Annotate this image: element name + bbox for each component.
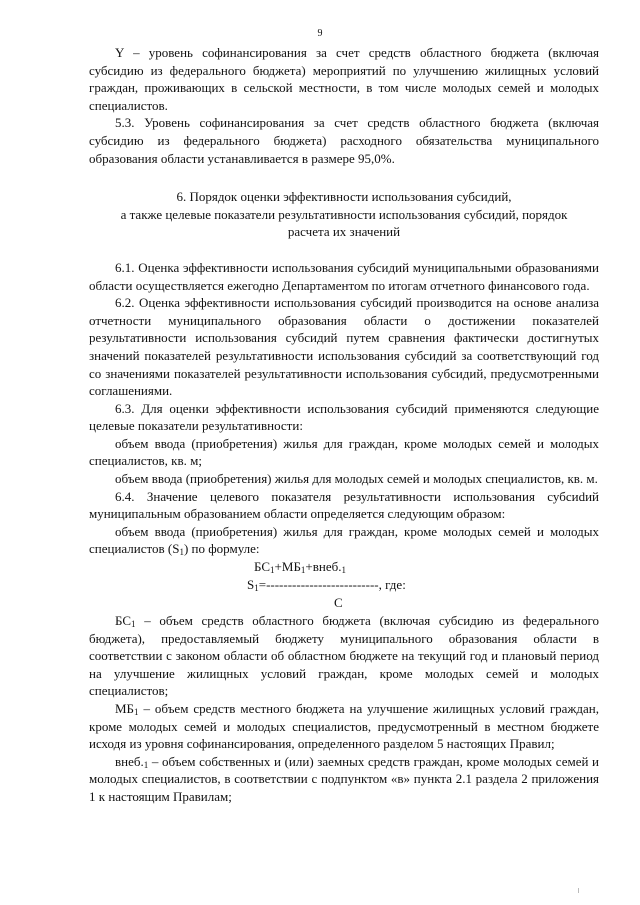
document-body <box>89 44 599 806</box>
paragraph-y-definition: Y – уровень софинансирования за счет средств областного бюджета (включая субсидию из федерального бюджета) мероприятий по улучшению жилищных условий граждан, проживающих в сельской местности, в том числе молодых семей и молодых специалистов. <box>89 45 599 113</box>
formula-fraction-line <box>247 576 406 594</box>
formula-intro-sub: 1 <box>179 547 184 558</box>
formula-numerator <box>254 558 346 576</box>
formula-rhs: =--------------------------, где: <box>258 577 406 593</box>
scan-mark <box>578 888 579 893</box>
definition-text: – объем собственных и (или) заемных средств граждан, кроме молодых семей и молодых специалистов, в соответствии с подпунктом «в» пункта 2.1 раздела 2 приложения 1 к настоящим Правилам; <box>89 753 599 804</box>
paragraph-6-2: 6.2. Оценка эффективности использования субсидий производится на основе анализа отчетности муниципального образования области о достижении показателей результативности использования субсидий путем сравнения фактически достигнутых значений показателей результативности использования субсидий за соответствующий год со значениями показателей результативности использования субсидий, предусмотренными соглашениями. <box>89 295 599 399</box>
definition-symbol-sub: 1 <box>143 759 149 770</box>
definition-symbol: БС <box>115 613 132 629</box>
definition-bs1 <box>89 612 599 700</box>
paragraph-6-3: 6.3. Для оценки эффективности использования субсидий применяются следующие целевые показатели результативности: <box>89 400 599 434</box>
definition-symbol: МБ <box>115 701 135 716</box>
definition-symbol-sub: 1 <box>134 707 139 717</box>
formula-mb-sub: 1 <box>300 565 306 576</box>
formula-bs: БС <box>254 559 271 575</box>
definition-text: – объем средств местного бюджета на улучшение жилищных условий граждан, кроме молодых семей и молодых специалистов, предусмотренный в местном бюджете исходя из уровня софинансирования, определенного разделом 5 настоящих Правил; <box>89 701 599 752</box>
formula-vneb-sub: 1 <box>341 565 346 576</box>
formula-s1 <box>89 558 599 612</box>
section-title-line-2: а также целевые показатели результативности использования субсидий, порядок <box>120 206 568 222</box>
section-6-title <box>89 188 599 241</box>
definition-vneb1 <box>89 753 599 806</box>
formula-intro-text: объем ввода (приобретения) жилья для граждан, кроме молодых семей и молодых специалистов (S <box>89 523 599 557</box>
formula-mb: +МБ <box>274 559 301 575</box>
formula-lhs: S <box>247 577 255 593</box>
indicator-1: объем ввода (приобретения) жилья для граждан, кроме молодых семей и молодых специалистов, кв. м; <box>89 435 599 469</box>
formula-intro <box>89 523 599 558</box>
paragraph-6-1: 6.1. Оценка эффективности использования субсидий муниципальными образованиями области осуществляется ежегодно Департаментом по итогам отчетного финансового года. <box>89 259 599 293</box>
definition-symbol-sub: 1 <box>131 619 136 630</box>
indicator-2: объем ввода (приобретения) жилья для молодых семей и молодых специалистов, кв. м. <box>115 471 598 487</box>
paragraph-6-4: 6.4. Значение целевого показателя результативности использования субсиdий муниципальным образованием области определяется следующим образом: <box>89 488 599 522</box>
formula-intro-tail: ) по формуле: <box>183 541 260 557</box>
definition-text: – объем средств областного бюджета (включая субсидию из федерального бюджета), предоставляемый бюджету муниципального образования области в соответствии с законом области об областном бюджете на текущий год и плановый период на улучшение жилищных условий граждан, кроме молодых семей и молодых специалистов; <box>89 613 599 699</box>
formula-lhs-sub: 1 <box>254 583 259 594</box>
formula-denominator: С <box>334 595 343 611</box>
section-title-line-1: 6. Порядок оценки эффективности использования субсидий, <box>176 189 512 205</box>
section-title-line-3: расчета их значений <box>287 224 401 240</box>
formula-vneb: +внеб. <box>305 559 342 575</box>
paragraph-5-3: 5.3. Уровень софинансирования за счет средств областного бюджета (включая субсидию из федерального бюджета) расходного обязательства муниципального образования области устанавливается в размере 95,0%. <box>89 115 599 166</box>
definition-symbol: внеб. <box>115 753 144 769</box>
definition-mb1 <box>89 700 599 753</box>
page-number: 9 <box>317 28 323 39</box>
formula-bs-sub: 1 <box>270 565 275 576</box>
